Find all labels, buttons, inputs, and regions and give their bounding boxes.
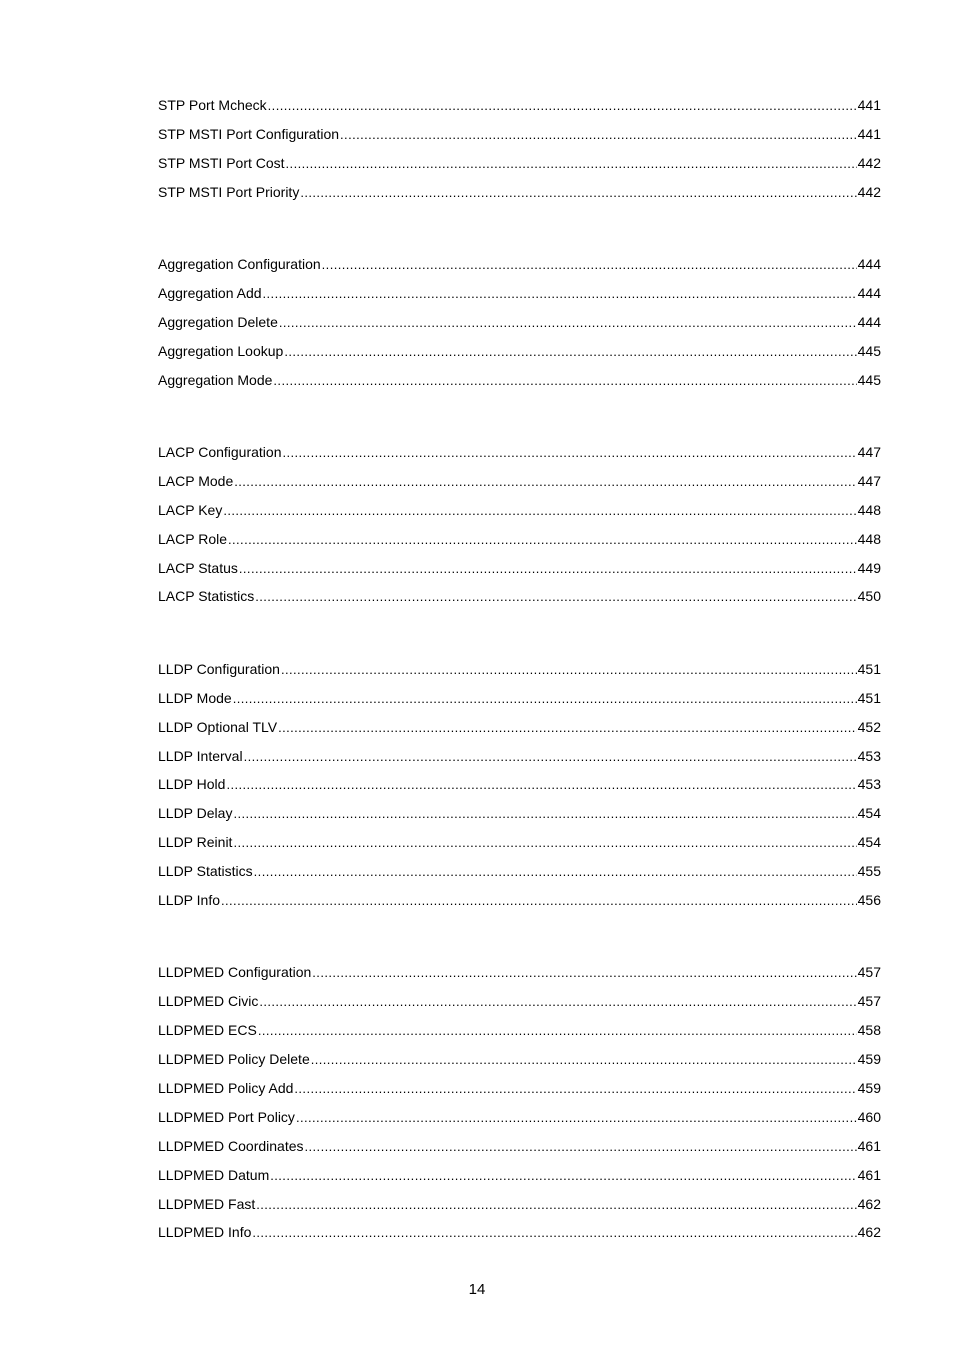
toc-entry-title: LACP Role <box>158 530 228 547</box>
toc-entry-page: 447 <box>857 444 881 461</box>
dot-leader <box>233 685 857 714</box>
toc-entry-title: Aggregation Mode <box>158 371 273 388</box>
toc-entry-page: 457 <box>857 993 881 1010</box>
toc-entry-page: 445 <box>857 371 881 388</box>
toc-entry-page: 451 <box>857 660 881 677</box>
toc-entry-title: LACP Statistics <box>158 588 255 605</box>
toc-entry[interactable] <box>158 1016 881 1045</box>
toc-group-lldp <box>158 655 881 915</box>
toc-group-lldpmed <box>158 958 881 1247</box>
toc-entry[interactable] <box>158 987 881 1016</box>
toc-entry[interactable] <box>158 742 881 771</box>
toc-entry-title: Aggregation Lookup <box>158 342 284 359</box>
toc-entry-title: LLDPMED Datum <box>158 1166 270 1183</box>
dot-leader <box>256 1191 856 1220</box>
dot-leader <box>278 714 857 743</box>
toc-entry-page: 444 <box>857 284 881 301</box>
dot-leader <box>305 1133 857 1162</box>
toc-entry-title: LLDPMED Policy Add <box>158 1079 294 1096</box>
table-of-contents <box>158 91 881 1247</box>
toc-entry[interactable] <box>158 582 881 611</box>
dot-leader <box>270 1162 856 1191</box>
toc-entry[interactable] <box>158 958 881 987</box>
toc-entry[interactable] <box>158 149 881 178</box>
toc-entry-page: 444 <box>857 256 881 273</box>
toc-entry-page: 442 <box>857 183 881 200</box>
toc-entry[interactable] <box>158 1218 881 1247</box>
toc-entry[interactable] <box>158 684 881 713</box>
toc-entry-page: 462 <box>857 1195 881 1212</box>
toc-entry-title: LLDP Statistics <box>158 863 253 880</box>
dot-leader <box>311 1046 857 1075</box>
dot-leader <box>244 743 857 772</box>
toc-entry[interactable] <box>158 1190 881 1219</box>
dot-leader <box>233 829 856 858</box>
dot-leader <box>322 251 857 280</box>
dot-leader <box>312 959 856 988</box>
toc-entry-title: STP MSTI Port Configuration <box>158 125 340 142</box>
toc-entry-page: 452 <box>857 718 881 735</box>
dot-leader <box>268 92 857 121</box>
toc-entry[interactable] <box>158 525 881 554</box>
toc-entry[interactable] <box>158 799 881 828</box>
toc-entry[interactable] <box>158 1161 881 1190</box>
toc-entry[interactable] <box>158 438 881 467</box>
toc-entry[interactable] <box>158 467 881 496</box>
toc-entry[interactable] <box>158 120 881 149</box>
toc-entry[interactable] <box>158 828 881 857</box>
dot-leader <box>221 887 857 916</box>
toc-entry[interactable] <box>158 366 881 395</box>
dot-leader <box>284 338 856 367</box>
toc-entry-title: LLDPMED Fast <box>158 1195 256 1212</box>
toc-entry-page: 462 <box>857 1224 881 1241</box>
toc-entry[interactable] <box>158 655 881 684</box>
toc-entry[interactable] <box>158 496 881 525</box>
dot-leader <box>300 179 856 208</box>
toc-group-lacp <box>158 438 881 611</box>
toc-entry[interactable] <box>158 886 881 915</box>
toc-entry[interactable] <box>158 1103 881 1132</box>
dot-leader <box>296 1104 857 1133</box>
toc-entry-title: LLDPMED Coordinates <box>158 1137 304 1154</box>
toc-entry-page: 441 <box>857 97 881 113</box>
toc-entry-page: 448 <box>857 501 881 518</box>
page-number: 14 <box>468 1281 486 1298</box>
toc-entry[interactable] <box>158 857 881 886</box>
toc-entry[interactable] <box>158 178 881 207</box>
toc-group-stp <box>158 91 881 207</box>
toc-entry-title: LLDP Optional TLV <box>158 718 278 735</box>
dot-leader <box>234 468 856 497</box>
dot-leader <box>279 309 857 338</box>
dot-leader <box>223 497 856 526</box>
toc-entry-title: LLDPMED Configuration <box>158 964 312 981</box>
toc-entry[interactable] <box>158 250 881 279</box>
dot-leader <box>255 583 856 612</box>
toc-entry-title: STP MSTI Port Cost <box>158 154 285 171</box>
toc-entry-page: 449 <box>857 559 881 576</box>
toc-entry-title: LACP Status <box>158 559 238 576</box>
toc-entry[interactable] <box>158 770 881 799</box>
toc-entry-page: 461 <box>857 1166 881 1183</box>
dot-leader <box>258 1017 857 1046</box>
toc-entry[interactable] <box>158 554 881 583</box>
toc-entry-page: 459 <box>857 1051 881 1068</box>
toc-entry-page: 444 <box>857 313 881 330</box>
toc-entry-page: 458 <box>857 1022 881 1039</box>
toc-entry-title: LLDPMED Policy Delete <box>158 1051 310 1068</box>
dot-leader <box>233 800 856 829</box>
toc-entry-title: LLDP Configuration <box>158 660 280 677</box>
toc-entry[interactable] <box>158 1132 881 1161</box>
toc-entry-title: LACP Configuration <box>158 444 282 461</box>
toc-entry-page: 441 <box>857 125 881 142</box>
toc-entry-title: LLDP Hold <box>158 776 226 793</box>
dot-leader <box>226 771 856 800</box>
toc-entry[interactable] <box>158 279 881 308</box>
toc-entry-title: STP Port Mcheck <box>158 97 267 113</box>
dot-leader <box>294 1075 856 1104</box>
dot-leader <box>281 656 857 685</box>
toc-entry-page: 455 <box>857 863 881 880</box>
toc-entry[interactable] <box>158 1045 881 1074</box>
toc-entry-page: 460 <box>857 1108 881 1125</box>
toc-entry[interactable] <box>158 1074 881 1103</box>
toc-entry-title: LACP Mode <box>158 472 234 489</box>
toc-entry[interactable] <box>158 91 881 120</box>
toc-entry[interactable] <box>158 713 881 742</box>
dot-leader <box>239 555 857 584</box>
toc-entry-title: Aggregation Configuration <box>158 256 321 273</box>
dot-leader <box>228 526 857 555</box>
toc-entry-title: STP MSTI Port Priority <box>158 183 300 200</box>
toc-entry-title: LACP Key <box>158 501 223 518</box>
toc-entry-page: 451 <box>857 689 881 706</box>
toc-entry-title: LLDPMED Civic <box>158 993 259 1010</box>
toc-entry-page: 456 <box>857 891 881 908</box>
dot-leader <box>252 1219 856 1248</box>
dot-leader <box>273 367 856 396</box>
toc-entry-title: Aggregation Delete <box>158 313 278 330</box>
toc-entry-title: LLDP Info <box>158 891 221 908</box>
toc-entry-title: LLDPMED ECS <box>158 1022 257 1039</box>
toc-entry-page: 453 <box>857 776 881 793</box>
dot-leader <box>259 988 856 1017</box>
toc-entry-page: 461 <box>857 1137 881 1154</box>
toc-entry-title: LLDPMED Info <box>158 1224 252 1241</box>
toc-group-aggregation <box>158 250 881 394</box>
toc-entry[interactable] <box>158 308 881 337</box>
toc-entry-title: LLDP Reinit <box>158 834 233 851</box>
toc-entry-page: 442 <box>857 154 881 171</box>
toc-entry-title: LLDP Mode <box>158 689 232 706</box>
toc-entry-title: Aggregation Add <box>158 284 262 301</box>
toc-entry-page: 450 <box>857 588 881 605</box>
toc-entry-page: 445 <box>857 342 881 359</box>
dot-leader <box>282 439 856 468</box>
toc-entry-page: 453 <box>857 747 881 764</box>
dot-leader <box>286 150 857 179</box>
toc-entry-page: 448 <box>857 530 881 547</box>
toc-entry-page: 454 <box>857 834 881 851</box>
dot-leader <box>254 858 857 887</box>
toc-entry[interactable] <box>158 337 881 366</box>
toc-entry-title: LLDPMED Port Policy <box>158 1108 295 1125</box>
dot-leader <box>263 280 857 309</box>
toc-entry-page: 457 <box>857 964 881 981</box>
dot-leader <box>340 121 857 150</box>
toc-entry-page: 447 <box>857 472 881 489</box>
toc-entry-page: 454 <box>857 805 881 822</box>
toc-entry-page: 459 <box>857 1079 881 1096</box>
toc-entry-title: LLDP Delay <box>158 805 233 822</box>
toc-entry-title: LLDP Interval <box>158 747 243 764</box>
